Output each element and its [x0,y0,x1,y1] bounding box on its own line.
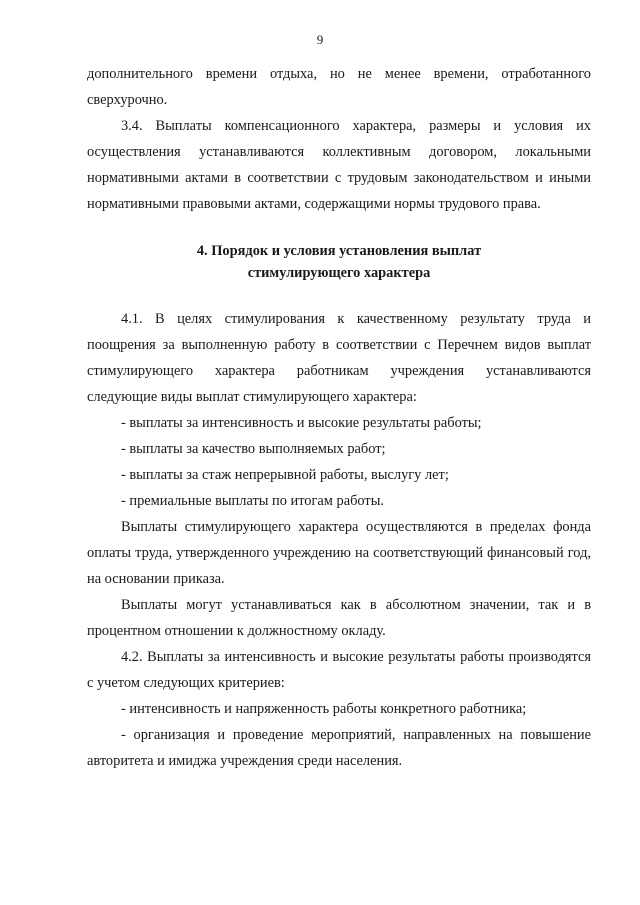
paragraph-4-1: 4.1. В целях стимулирования к качественному результату труда и поощрения за выполненную работу в соответствии с Перечнем видов выплат стимулирующего характера работникам учреждения устанавливаются следующие виды выплат стимулирующего характера: [87,311,591,405]
paragraph-fund: Выплаты стимулирующего характера осуществляются в пределах фонда оплаты труда, утвержденного учреждению на соответствующий финансовый год, на основании приказа. [87,519,591,587]
paragraph-4-2: 4.2. Выплаты за интенсивность и высокие результаты работы производятся с учетом следующих критериев: [87,649,591,691]
paragraph-3-4: 3.4. Выплаты компенсационного характера, размеры и условия их осуществления устанавливаются коллективным договором, локальными нормативными актами в соответствии с трудовым законодательством и иными нормативными правовыми актами, содержащими нормы трудового права. [87,118,591,212]
section-heading-line2: стимулирующего характера [247,265,431,281]
page-number: 9 [316,32,324,47]
section-heading [87,240,591,284]
list-item: - выплаты за стаж непрерывной работы, выслугу лет; [121,467,449,483]
paragraph-continuation: дополнительного времени отдыха, но не менее времени, отработанного сверхурочно. [87,66,591,108]
list-item: - выплаты за качество выполняемых работ; [121,441,386,457]
paragraph-values: Выплаты могут устанавливаться как в абсолютном значении, так и в процентном отношении к должностному окладу. [87,597,591,639]
list-item: - премиальные выплаты по итогам работы. [121,493,384,509]
section-heading-line1: 4. Порядок и условия установления выплат [196,243,482,259]
document-body [87,61,591,774]
list-item: - выплаты за интенсивность и высокие результаты работы; [121,415,482,431]
list-item: - интенсивность и напряженность работы конкретного работника; [121,701,527,717]
list-item: - организация и проведение мероприятий, направленных на повышение авторитета и имиджа учреждения среди населения. [87,727,591,769]
